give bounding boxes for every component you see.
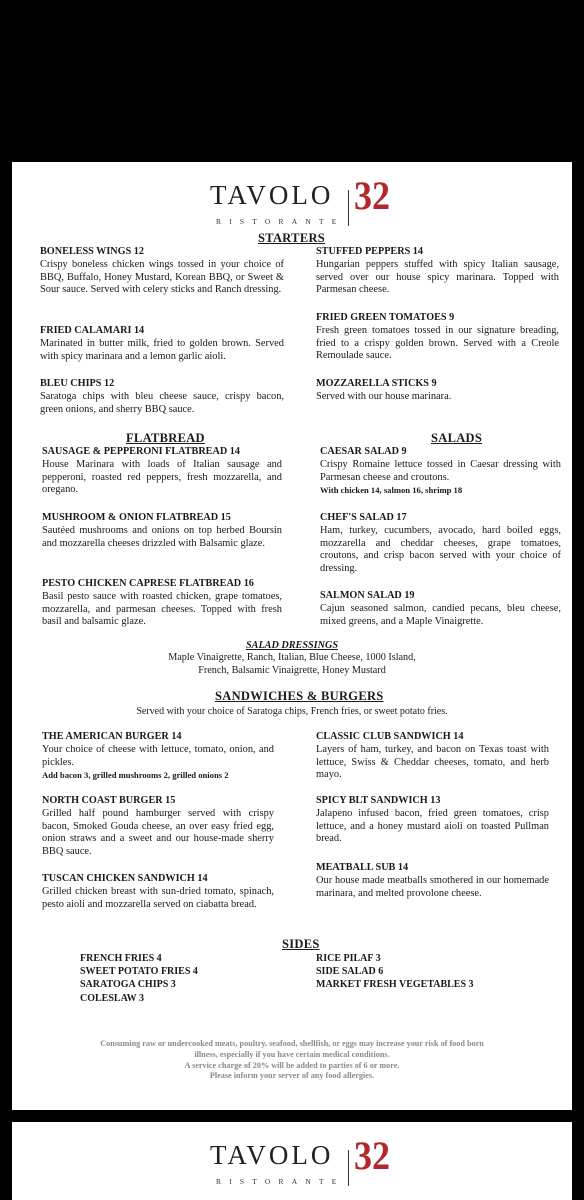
- section-title-sides: SIDES: [282, 937, 320, 951]
- sandwiches-subtitle: Served with your choice of Saratoga chips, French fries, or sweet potato fries.: [136, 706, 448, 717]
- side-item: SARATOGA CHIPS 3: [80, 979, 176, 991]
- menu-item: SPICY BLT SANDWICH 13 Jalapeno infused bacon, fried green tomatoes, crisp lettuce, and a honey mustard aioli on toasted Pullman bread.: [316, 795, 549, 845]
- dressings-list: Maple Vinaigrette, Ranch, Italian, Blue Cheese, 1000 Island, French, Balsamic Vinaigrette, Honey Mustard: [168, 652, 416, 676]
- logo-divider: [348, 1150, 349, 1186]
- side-item: SWEET POTATO FRIES 4: [80, 966, 198, 978]
- menu-item: MUSHROOM & ONION FLATBREAD 15 Sautéed mushrooms and onions on top herbed Boursin and mozzarella cheeses drizzled with Balsamic glaze.: [42, 512, 282, 549]
- menu-item: NORTH COAST BURGER 15 Grilled half pound hamburger served with crispy bacon, Smoked Gouda cheese, an over easy fried egg, onion straws and a sweet and our house-made sherry BBQ sauce.: [42, 795, 274, 858]
- side-item: COLESLAW 3: [80, 992, 145, 1004]
- menu-item: FRIED CALAMARI 14 Marinated in butter milk, fried to golden brown. Served with spicy marinara and a lemon garlic aioli.: [40, 325, 284, 362]
- menu-item: MEATBALL SUB 14 Our house made meatballs smothered in our homemade marinara, and melted provolone cheese.: [316, 862, 549, 899]
- menu-item: SALMON SALAD 19 Cajun seasoned salmon, candied pecans, bleu cheese, mixed greens, and a Maple Vinaigrette.: [320, 590, 561, 627]
- menu-item: MOZZARELLA STICKS 9 Served with our house marinara.: [316, 378, 452, 402]
- menu-item: TUSCAN CHICKEN SANDWICH 14 Grilled chicken breast with sun-dried tomato, spinach, pesto aioli and mozzarella served on ciabatta bread.: [42, 873, 274, 910]
- menu-page: [12, 162, 572, 1110]
- menu-item: STUFFED PEPPERS 14 Hungarian peppers stuffed with spicy Italian sausage, served over our house spicy marinara. Topped with Parmesan cheese.: [316, 246, 559, 296]
- section-title-salads: SALADS: [431, 431, 483, 445]
- menu-item: BLEU CHIPS 12 Saratoga chips with bleu cheese sauce, crispy bacon, green onions, and sherry BBQ sauce.: [40, 378, 284, 415]
- side-item: SIDE SALAD 6: [316, 966, 384, 978]
- logo-subtitle: RISTORANTE: [216, 1177, 345, 1186]
- logo-number: 32: [354, 173, 390, 218]
- section-title-sandwiches: SANDWICHES & BURGERS: [215, 689, 384, 703]
- menu-item: CHEF'S SALAD 17 Ham, turkey, cucumbers, avocado, hard boiled eggs, mozzarella and cheddar cheeses, grape tomatoes, croutons, and crisp bacon served with your choice of dressing.: [320, 512, 561, 575]
- next-page: [12, 1122, 572, 1200]
- sides-list-right: [316, 952, 474, 992]
- side-item: MARKET FRESH VEGETABLES 3: [316, 979, 474, 991]
- menu-item: CLASSIC CLUB SANDWICH 14 Layers of ham, turkey, and bacon on Texas toast with lettuce, Swiss & Cheddar cheeses, tomato, and herb mayo.: [316, 731, 549, 781]
- menu-item: CAESAR SALAD 9 Crispy Romaine lettuce tossed in Caesar dressing with Parmesan cheese and croutons. With chicken 14, salmon 16, shrimp 18: [320, 446, 561, 496]
- logo-wordmark: TAVOLO: [210, 180, 334, 210]
- section-title-flatbread: FLATBREAD: [126, 431, 205, 445]
- menu-item: BONELESS WINGS 12 Crispy boneless chicken wings tossed in your choice of BBQ, Buffalo, Honey Mustard, Korean BBQ, or Sweet & Sour sauce. Served with celery sticks and Ranch dressing.: [40, 246, 284, 296]
- menu-item: PESTO CHICKEN CAPRESE FLATBREAD 16 Basil pesto sauce with roasted chicken, grape tomatoes, mozzarella, and parmesan cheeses. Topped with fresh basil and balsamic glaze.: [42, 578, 282, 628]
- logo-subtitle: RISTORANTE: [216, 217, 345, 226]
- footer-disclaimer: Consuming raw or undercooked meats, poultry, seafood, shellfish, or eggs may increase your risk of food born illness, especially if you have certain medical conditions. A service charge of 20% will be added to parties of 6 or more. Please inform your server of any food allergies.: [100, 1039, 484, 1081]
- logo-divider: [348, 190, 349, 226]
- restaurant-logo: [12, 172, 572, 232]
- side-item: FRENCH FRIES 4: [80, 953, 162, 964]
- section-title-starters: STARTERS: [258, 231, 326, 245]
- menu-item: SAUSAGE & PEPPERONI FLATBREAD 14 House Marinara with loads of Italian sausage and pepperoni, roasted red peppers, fresh mozzarella, and oregano.: [42, 446, 282, 496]
- menu-item: FRIED GREEN TOMATOES 9 Fresh green tomatoes tossed in our signature breading, fried to a crispy golden brown. Served with a Creole Remoulade sauce.: [316, 312, 559, 362]
- logo-number: 32: [354, 1133, 390, 1178]
- side-item: RICE PILAF 3: [316, 953, 381, 964]
- restaurant-logo: [12, 1132, 572, 1192]
- dressings-title: SALAD DRESSINGS: [245, 640, 338, 651]
- logo-wordmark: TAVOLO: [210, 1140, 334, 1170]
- sides-list-left: [80, 952, 198, 1005]
- menu-item: THE AMERICAN BURGER 14 Your choice of cheese with lettuce, tomato, onion, and pickles. Add bacon 3, grilled mushrooms 2, grilled onions 2: [42, 731, 274, 781]
